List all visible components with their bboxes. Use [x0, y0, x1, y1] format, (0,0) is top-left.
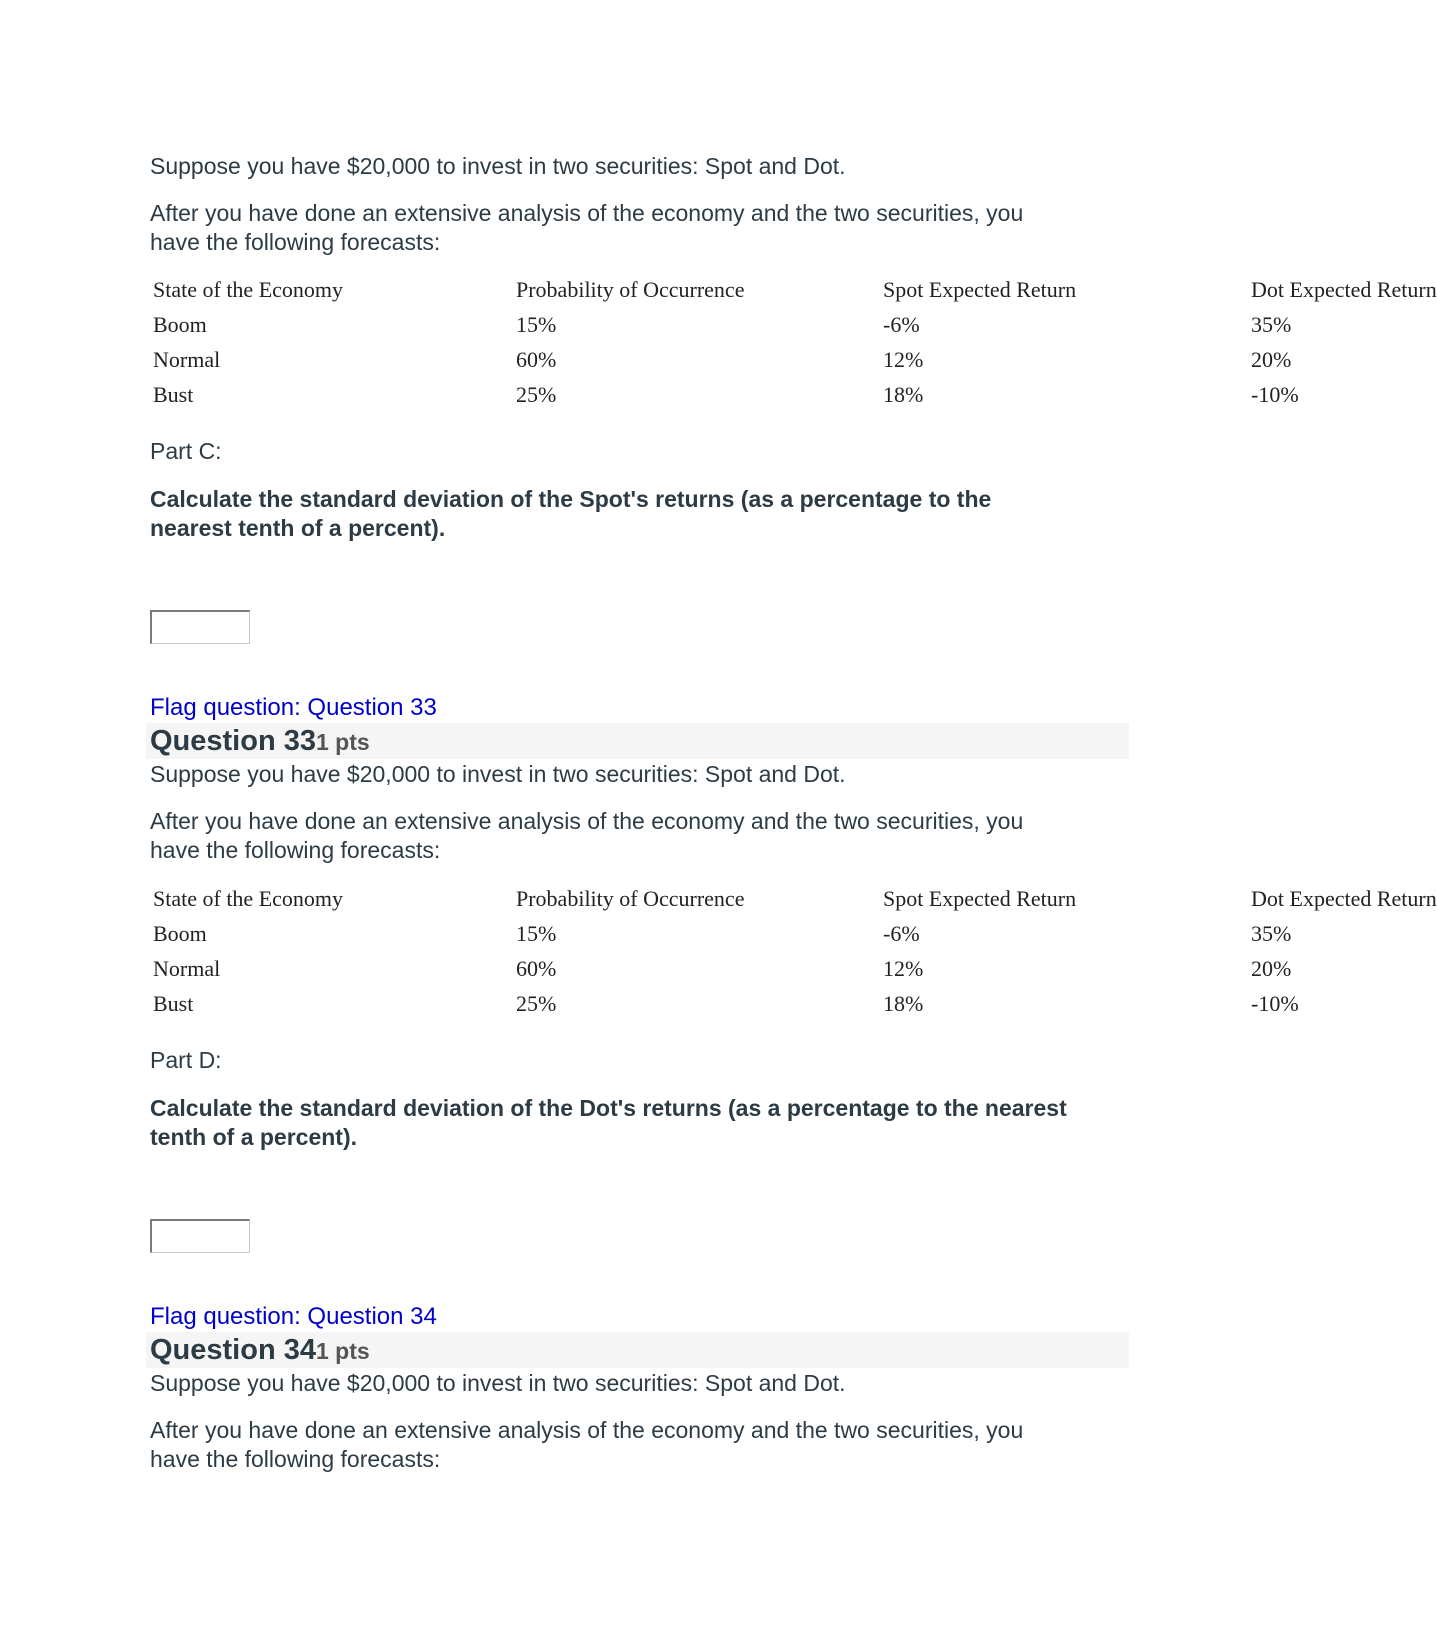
- question-number: Question 34: [150, 1334, 316, 1366]
- table-cell: 15%: [516, 312, 557, 337]
- answer-input[interactable]: [150, 610, 250, 644]
- question-points: 1 pts: [316, 729, 370, 755]
- table-header-cell: Dot Expected Return: [1251, 277, 1437, 302]
- table-header-cell: Spot Expected Return: [883, 277, 1077, 302]
- question-number: Question 33: [150, 725, 316, 757]
- table-cell: 60%: [516, 956, 557, 981]
- flag-question-link[interactable]: Flag question: Question 34: [150, 1303, 437, 1330]
- table-header-cell: Dot Expected Return: [1251, 886, 1437, 911]
- table-cell: 15%: [516, 921, 557, 946]
- question-title: [150, 1332, 370, 1369]
- question-prompt: Calculate the standard deviation of the Spot's returns (as a percentage to the nearest tenth of a percent).: [150, 486, 992, 541]
- table-cell: 18%: [883, 991, 924, 1016]
- table-cell: -6%: [883, 312, 920, 337]
- question-analysis: After you have done an extensive analysis of the economy and the two securities, you have the following forecasts:: [150, 1417, 1024, 1472]
- table-cell: -6%: [883, 921, 920, 946]
- table-cell: -10%: [1251, 382, 1299, 407]
- table-cell: Bust: [153, 382, 194, 407]
- question-title: [150, 723, 370, 760]
- question-header: [146, 1332, 1129, 1368]
- forecast-table: [150, 886, 1437, 1021]
- question-points: 1 pts: [316, 1338, 370, 1364]
- table-header-cell: Spot Expected Return: [883, 886, 1077, 911]
- table-cell: 12%: [883, 956, 924, 981]
- question-intro: Suppose you have $20,000 to invest in two securities: Spot and Dot.: [150, 153, 846, 179]
- flag-question-link[interactable]: Flag question: Question 33: [150, 694, 437, 721]
- part-label: Part C:: [150, 438, 222, 464]
- question-prompt: Calculate the standard deviation of the Dot's returns (as a percentage to the nearest tenth of a percent).: [150, 1095, 1067, 1150]
- table-cell: Boom: [153, 921, 207, 946]
- table-header-cell: Probability of Occurrence: [516, 886, 745, 911]
- question-intro: Suppose you have $20,000 to invest in two securities: Spot and Dot.: [150, 761, 846, 787]
- table-cell: 12%: [883, 347, 924, 372]
- question-intro: Suppose you have $20,000 to invest in two securities: Spot and Dot.: [150, 1370, 846, 1396]
- table-cell: Boom: [153, 312, 207, 337]
- question-analysis: After you have done an extensive analysis of the economy and the two securities, you have the following forecasts:: [150, 808, 1024, 863]
- table-cell: -10%: [1251, 991, 1299, 1016]
- table-cell: 35%: [1251, 312, 1292, 337]
- forecast-table: [150, 277, 1437, 412]
- table-cell: Bust: [153, 991, 194, 1016]
- table-cell: 18%: [883, 382, 924, 407]
- table-cell: 60%: [516, 347, 557, 372]
- table-cell: Normal: [153, 347, 221, 372]
- table-cell: Normal: [153, 956, 221, 981]
- question-analysis: After you have done an extensive analysis of the economy and the two securities, you have the following forecasts:: [150, 200, 1024, 255]
- table-cell: 20%: [1251, 347, 1292, 372]
- table-cell: 25%: [516, 991, 557, 1016]
- table-cell: 20%: [1251, 956, 1292, 981]
- table-cell: 25%: [516, 382, 557, 407]
- question-header: [146, 723, 1129, 759]
- table-header-cell: Probability of Occurrence: [516, 277, 745, 302]
- answer-input[interactable]: [150, 1219, 250, 1253]
- part-label: Part D:: [150, 1047, 222, 1073]
- table-header-cell: State of the Economy: [153, 277, 344, 302]
- table-cell: 35%: [1251, 921, 1292, 946]
- table-header-cell: State of the Economy: [153, 886, 344, 911]
